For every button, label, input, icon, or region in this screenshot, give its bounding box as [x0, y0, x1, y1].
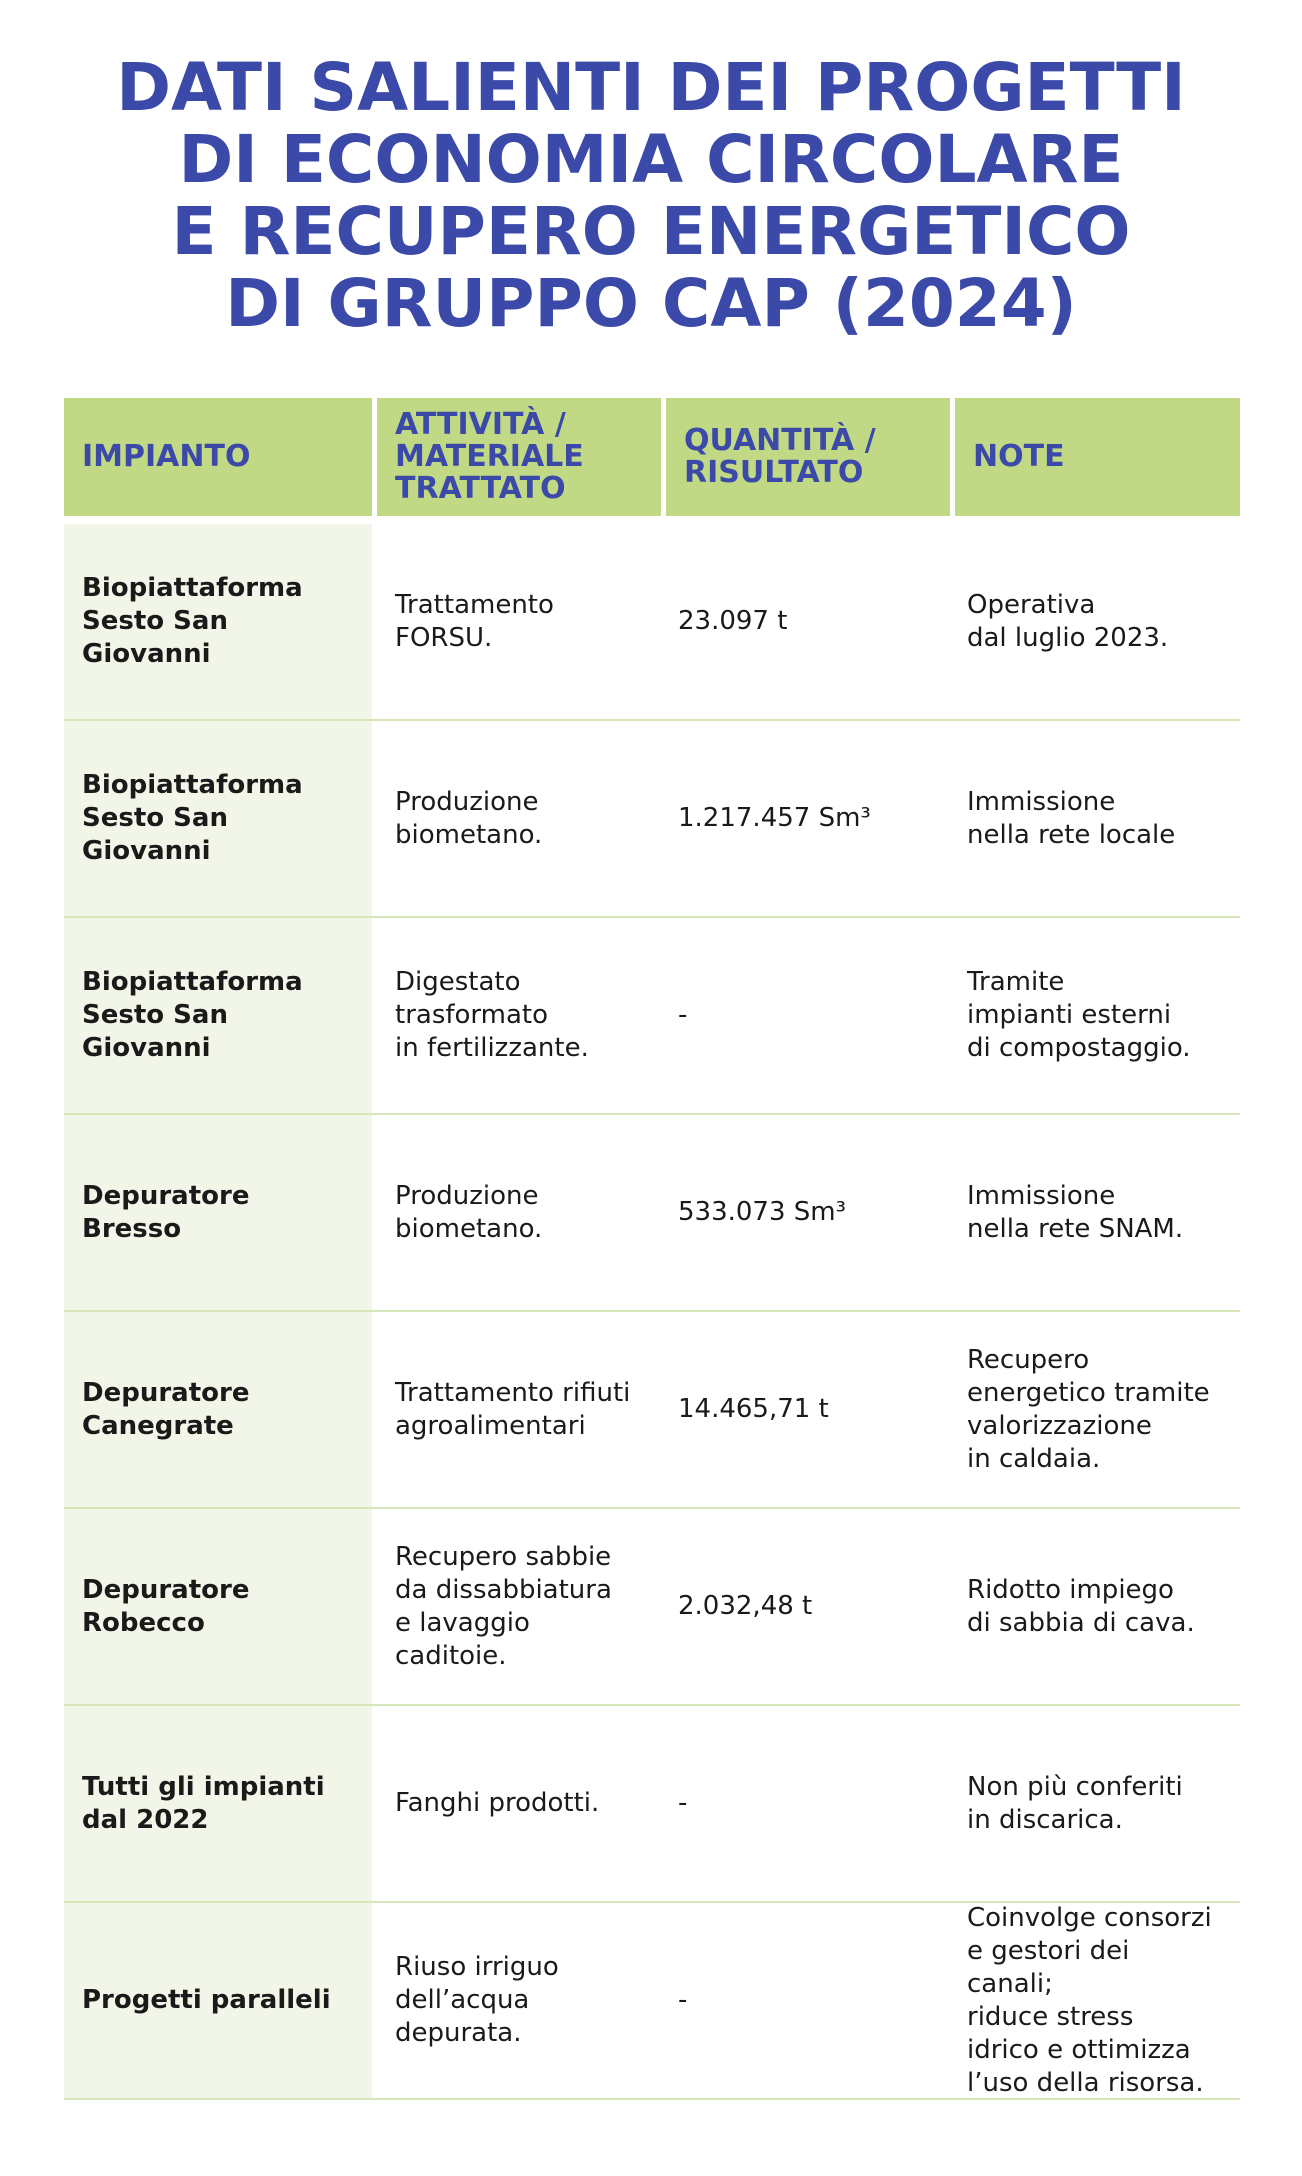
cell-attivita	[377, 1312, 661, 1507]
cell-impianto	[64, 1706, 372, 1901]
cell-impianto	[64, 721, 372, 916]
cell-text: Produzione biometano.	[395, 1180, 543, 1244]
cell-impianto	[64, 1509, 372, 1704]
title-line: DATI SALIENTI DEI PROGETTI	[116, 49, 1186, 126]
cell-impianto	[64, 1312, 372, 1507]
cell-text: Depuratore Bresso	[82, 1180, 250, 1244]
cell-text: 14.465,71 t	[678, 1394, 829, 1424]
cell-attivita	[377, 721, 661, 916]
cell-impianto	[64, 918, 372, 1113]
cell-attivita	[377, 918, 661, 1113]
cell-text: 1.217.457 Sm³	[678, 803, 871, 833]
cell-note	[955, 1509, 1240, 1704]
header-label: QUANTITÀ / RISULTATO	[684, 423, 876, 490]
cell-impianto	[64, 524, 372, 719]
cell-text: -	[678, 1788, 688, 1818]
cell-text: Recupero sabbie da dissabbiatura e lavaggio caditoie.	[395, 1541, 612, 1671]
cell-note	[955, 1312, 1240, 1507]
cell-quantita	[666, 1706, 950, 1901]
cell-attivita	[377, 1509, 661, 1704]
table-row	[64, 1312, 1240, 1509]
cell-attivita	[377, 1706, 661, 1901]
table-row	[64, 524, 1240, 721]
cell-text: 2.032,48 t	[678, 1591, 813, 1621]
cell-attivita	[377, 1115, 661, 1310]
cell-text: Trattamento FORSU.	[395, 589, 554, 653]
cell-text: Trattamento rifiuti agroalimentari	[395, 1377, 631, 1441]
title-line: DI GRUPPO CAP (2024)	[225, 265, 1077, 342]
title-line: DI ECONOMIA CIRCOLARE	[178, 121, 1124, 198]
cell-attivita	[377, 524, 661, 719]
cell-impianto	[64, 1115, 372, 1310]
cell-text: 533.073 Sm³	[678, 1197, 847, 1227]
header-cell-quantita	[666, 398, 950, 516]
cell-text: Recupero energetico tramite valorizzazione in caldaia.	[967, 1344, 1210, 1474]
cell-text: Coinvolge consorzi e gestori dei canali; riduce stress idrico e ottimizza l’uso della risorsa.	[967, 1902, 1212, 2098]
cell-text: Non più conferiti in discarica.	[967, 1771, 1183, 1835]
cell-note	[955, 1706, 1240, 1901]
cell-attivita	[377, 1903, 661, 2098]
table-header-row	[64, 398, 1240, 516]
table-row	[64, 1509, 1240, 1706]
cell-impianto	[64, 1903, 372, 2098]
page-title	[0, 49, 1302, 342]
cell-text: Immissione nella rete locale	[967, 786, 1176, 850]
cell-text: Immissione nella rete SNAM.	[967, 1180, 1184, 1244]
cell-text: Progetti paralleli	[82, 1985, 331, 2015]
cell-text: Tutti gli impianti dal 2022	[82, 1771, 325, 1835]
cell-quantita	[666, 1115, 950, 1310]
title-line: E RECUPERO ENERGETICO	[171, 193, 1131, 270]
header-label: ATTIVITÀ / MATERIALE TRATTATO	[395, 407, 584, 506]
table-row	[64, 918, 1240, 1115]
cell-note	[955, 1903, 1240, 2098]
table-row	[64, 1706, 1240, 1903]
cell-text: Digestato trasformato in fertilizzante.	[395, 967, 589, 1063]
cell-text: Ridotto impiego di sabbia di cava.	[967, 1574, 1195, 1638]
header-label: NOTE	[973, 439, 1065, 474]
cell-text: Biopiattaforma Sesto San Giovanni	[82, 770, 303, 866]
cell-note	[955, 918, 1240, 1113]
cell-text: Produzione biometano.	[395, 786, 543, 850]
cell-text: Depuratore Canegrate	[82, 1377, 250, 1441]
header-label: IMPIANTO	[82, 439, 251, 474]
cell-quantita	[666, 721, 950, 916]
cell-text: -	[678, 1000, 688, 1030]
cell-quantita	[666, 524, 950, 719]
header-cell-note	[955, 398, 1240, 516]
cell-note	[955, 1115, 1240, 1310]
table-row	[64, 1115, 1240, 1312]
table-body	[64, 524, 1240, 2100]
cell-quantita	[666, 1312, 950, 1507]
cell-text: Fanghi prodotti.	[395, 1788, 600, 1818]
cell-text: Operativa dal luglio 2023.	[967, 589, 1169, 653]
table-row	[64, 1903, 1240, 2100]
cell-note	[955, 721, 1240, 916]
cell-text: -	[678, 1985, 688, 2015]
cell-text: Biopiattaforma Sesto San Giovanni	[82, 967, 303, 1063]
cell-note	[955, 524, 1240, 719]
cell-text: 23.097 t	[678, 606, 788, 636]
table-row	[64, 721, 1240, 918]
cell-quantita	[666, 1509, 950, 1704]
cell-text: Depuratore Robecco	[82, 1574, 250, 1638]
projects-table	[64, 398, 1240, 2100]
cell-text: Riuso irriguo dell’acqua depurata.	[395, 1952, 559, 2048]
header-cell-attivita	[377, 398, 661, 516]
cell-text: Biopiattaforma Sesto San Giovanni	[82, 573, 303, 669]
header-cell-impianto	[64, 398, 372, 516]
cell-quantita	[666, 918, 950, 1113]
cell-quantita	[666, 1903, 950, 2098]
cell-text: Tramite impianti esterni di compostaggio.	[967, 967, 1191, 1063]
